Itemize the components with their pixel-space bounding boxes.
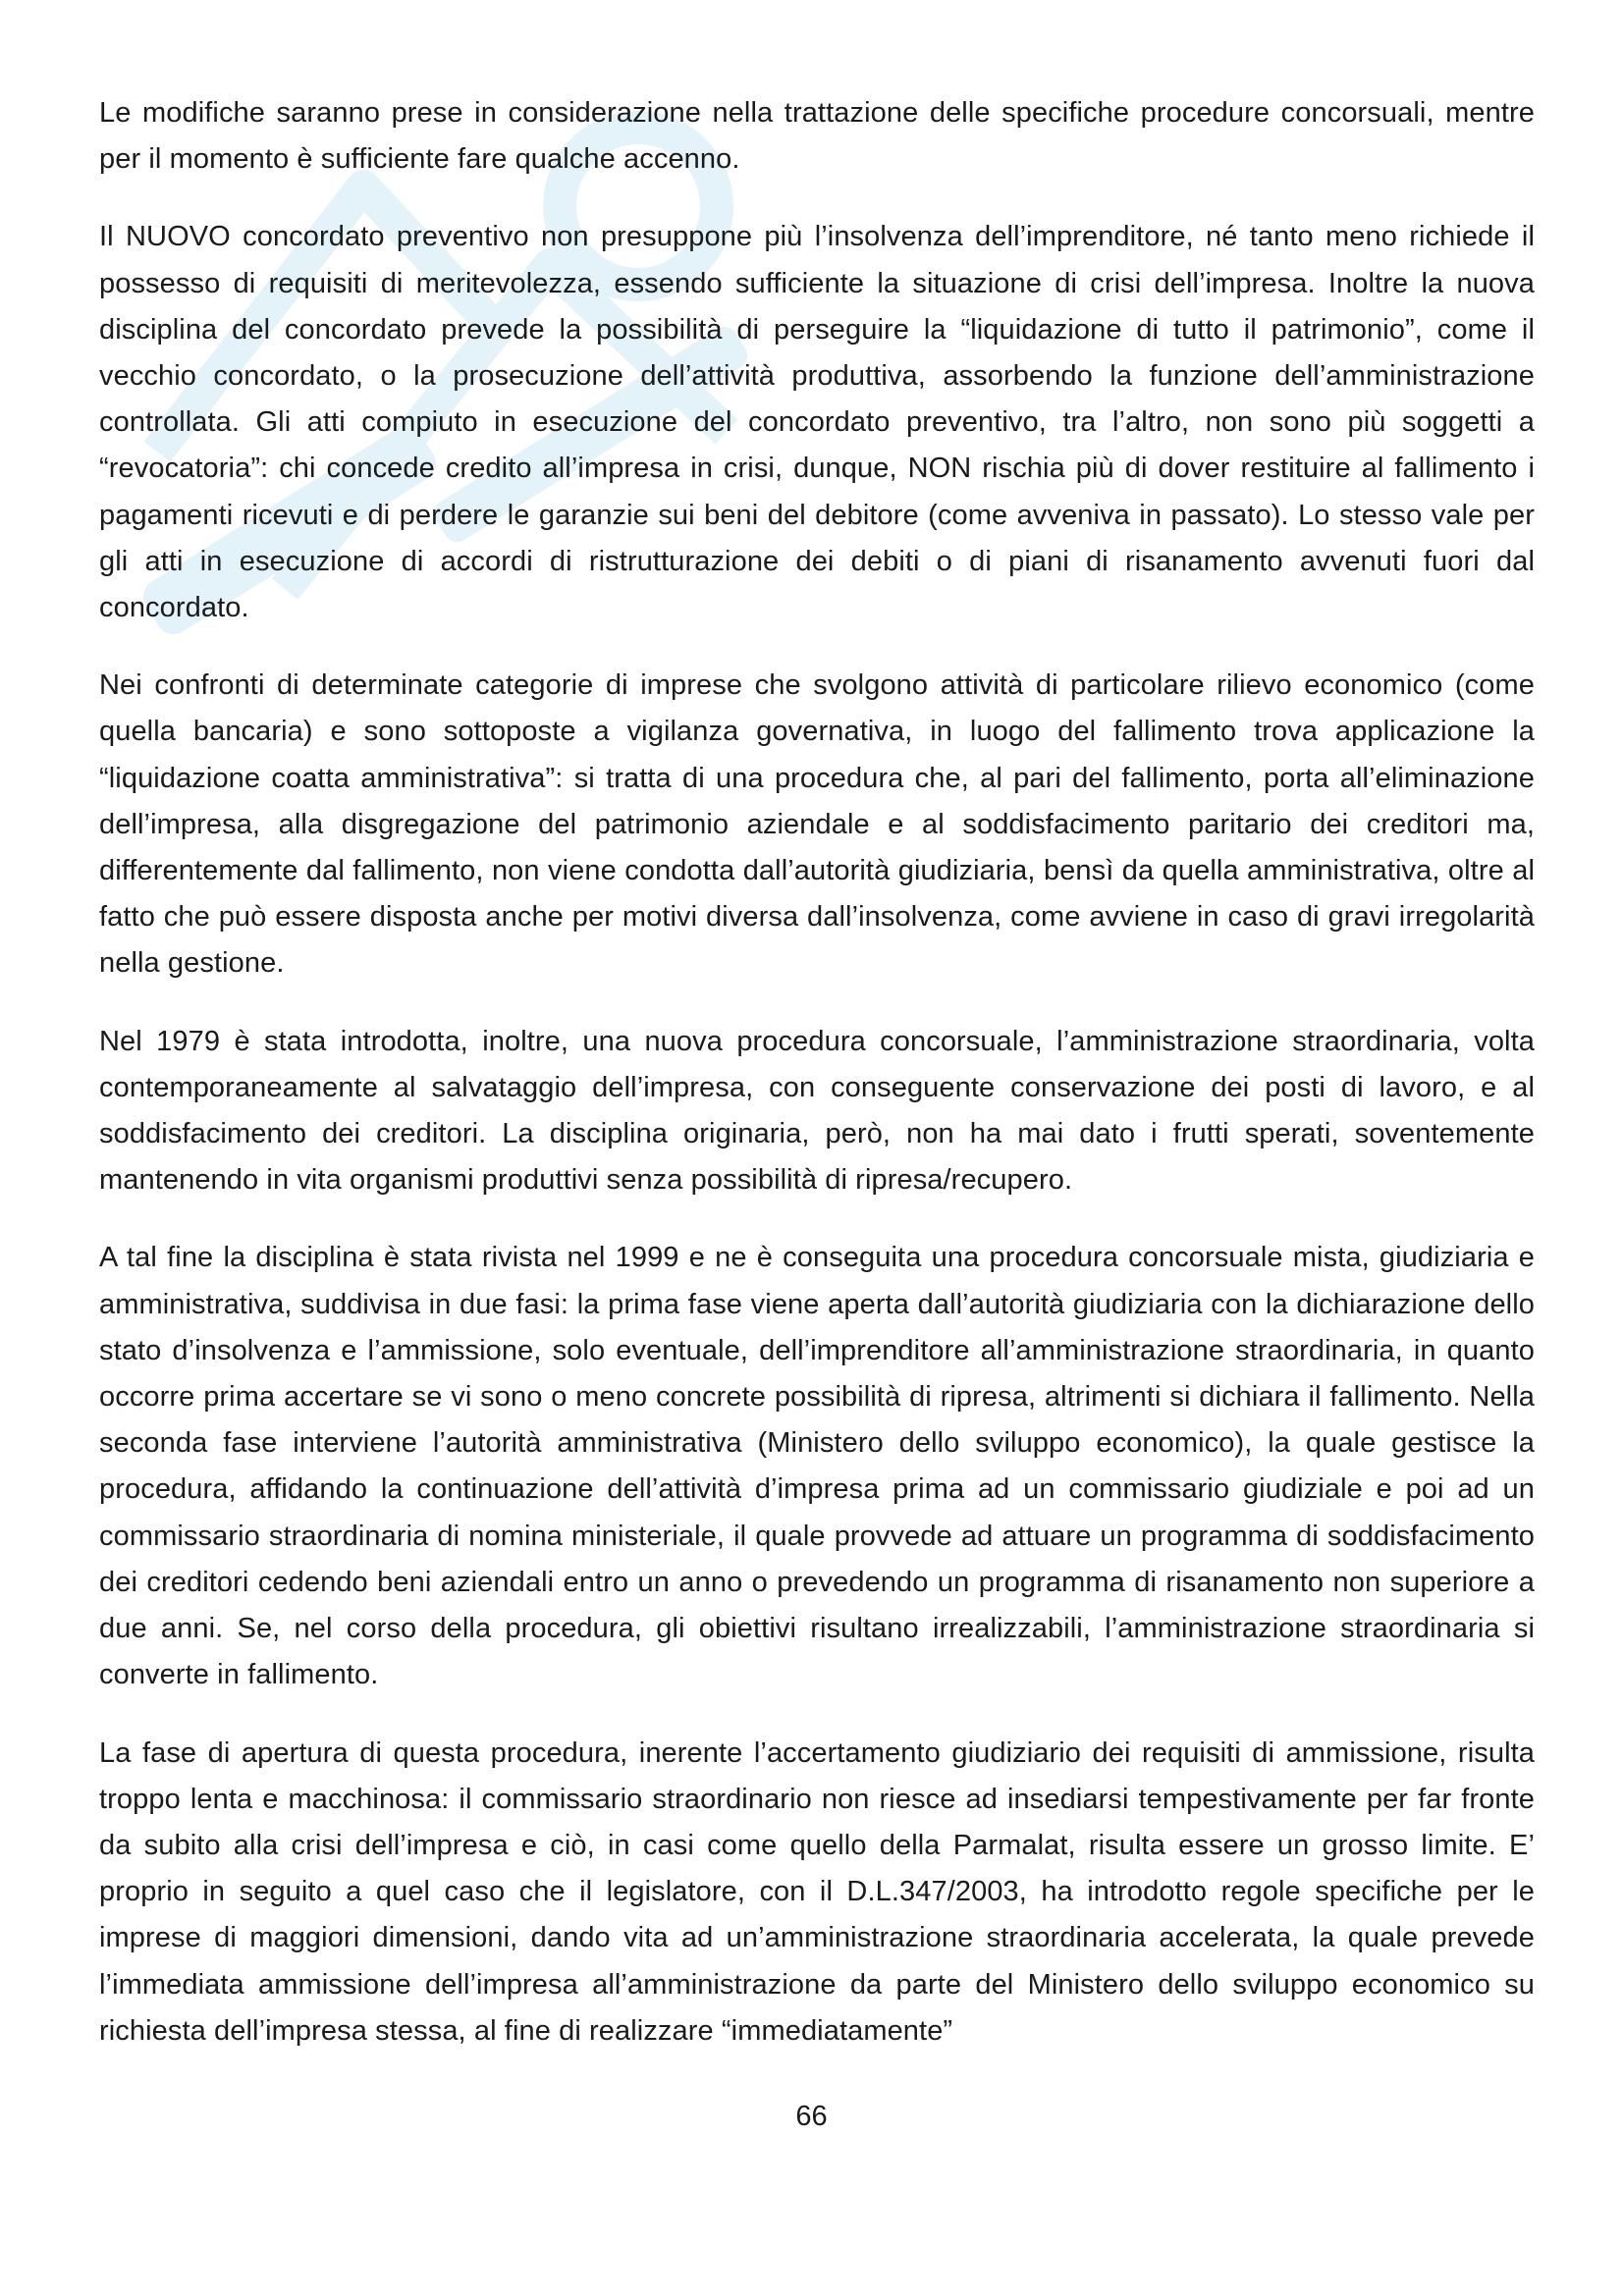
paragraph: A tal fine la disciplina è stata rivista nel 1999 e ne è conseguita una procedura concorsuale mista, giudiziaria e amministrativa, suddivisa in due fasi: la prima fase viene aperta dall’autorità giudiziaria con la dichiarazione dello stato d’insolvenza e l’ammissione, solo eventuale, dell’imprenditore all’amministrazione straordinaria, in quanto occorre prima accertare se vi sono o meno concrete possibilità di ripresa, altrimenti si dichiara il fallimento. Nella seconda fase interviene l’autorità amministrativa (Ministero dello sviluppo economico), la quale gestisce la procedura, affidando la continuazione dell’attività d’impresa prima ad un commissario giudiziale e poi ad un commissario straordinaria di nomina ministeriale, il quale provvede ad attuare un programma di soddisfacimento dei creditori cedendo beni aziendali entro un anno o prevedendo un programma di risanamento non superiore a due anni. Se, nel corso della procedura, gli obiettivi risultano irrealizzabili, l’amministrazione straordinaria si converte in fallimento. (99, 1242, 1535, 1691)
paragraph: La fase di apertura di questa procedura, inerente l’accertamento giudiziario dei requisiti di ammissione, risulta troppo lenta e macchinosa: il commissario straordinario non riesce ad insediarsi tempestivamente per far fronte da subito alla crisi dell’impresa e ciò, in casi come quello della Parmalat, risulta essere un grosso limite. E’ proprio in seguito a quel caso che il legislatore, con il D.L.347/2003, ha introdotto regole specifiche per le imprese di maggiori dimensioni, dando vita ad un’amministrazione straordinaria accelerata, la quale prevede l’immediata ammissione dell’impresa all’amministrazione da parte del Ministero dello sviluppo economico su richiesta dell’impresa stessa, al fine di realizzare “immediatamente” (99, 1736, 1535, 2047)
paragraph: Le modifiche saranno prese in considerazione nella trattazione delle specifiche procedure concorsuali, mentre per il momento è sufficiente fare qualche accenno. (99, 97, 1535, 176)
paragraph: Il NUOVO concordato preventivo non presuppone più l’insolvenza dell’imprenditore, né tanto meno richiede il possesso di requisiti di meritevolezza, essendo sufficiente la situazione di crisi dell’impresa. Inoltre la nuova disciplina del concordato prevede la possibilità di perseguire la “liquidazione di tutto il patrimonio”, come il vecchio concordato, o la prosecuzione dell’attività produttiva, assorbendo la funzione dell’amministrazione controllata. Gli atti compiuto in esecuzione del concordato preventivo, tra l’altro, non sono più soggetti a “revocatoria”: chi concede credito all’impresa in crisi, dunque, NON rischia più di dover restituire al fallimento i pagamenti ricevuti e di perdere le garanzie sui beni del debitore (come avveniva in passato). Lo stesso vale per gli atti in esecuzione di accordi di ristrutturazione dei debiti o di piani di risanamento avvenuti fuori dal concordato. (99, 221, 1535, 624)
document-body (99, 90, 1535, 2086)
paragraph: Nei confronti di determinate categorie di imprese che svolgono attività di particolare rilievo economico (come quella bancaria) e sono sottoposte a vigilanza governativa, in luogo del fallimento trova applicazione la “liquidazione coatta amministrativa”: si tratta di una procedura che, al pari del fallimento, porta all’eliminazione dell’impresa, alla disgregazione del patrimonio aziendale e al soddisfacimento paritario dei creditori ma, differentemente dal fallimento, non viene condotta dall’autorità giudiziaria, bensì da quella amministrativa, oltre al fatto che può essere disposta anche per motivi diversa dall’insolvenza, come avviene in caso di gravi irregolarità nella gestione. (99, 669, 1535, 980)
paragraph: Nel 1979 è stata introdotta, inoltre, una nuova procedura concorsuale, l’amministrazione straordinaria, volta contemporaneamente al salvataggio dell’impresa, con conseguente conservazione dei posti di lavoro, e al soddisfacimento dei creditori. La disciplina originaria, però, non ha mai dato i frutti sperati, soventemente mantenendo in vita organismi produttivi senza possibilità di ripresa/recupero. (99, 1025, 1535, 1197)
page-number: 66 (795, 2101, 828, 2132)
